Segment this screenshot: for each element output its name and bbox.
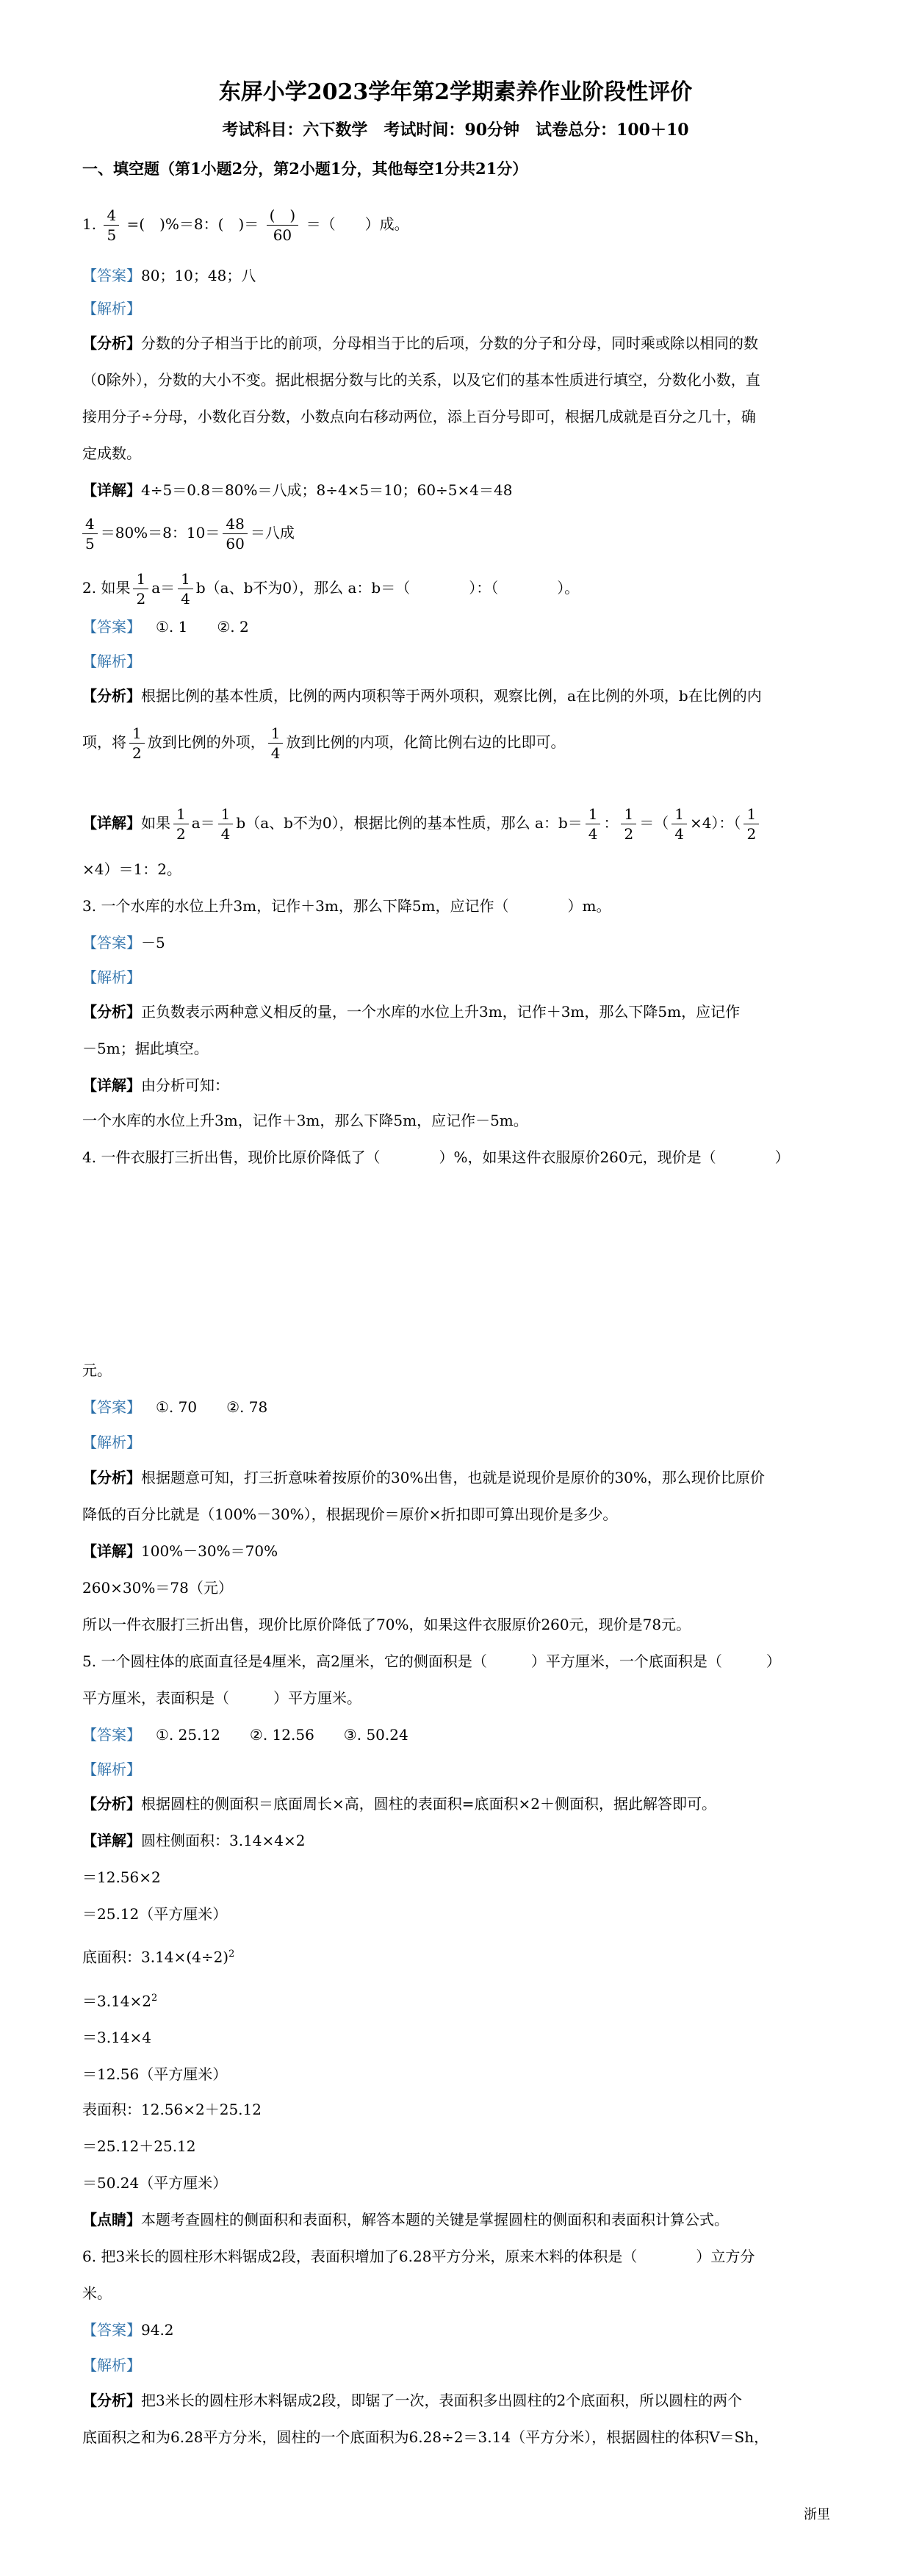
- detail-line: ×4）＝1：2。: [82, 860, 181, 878]
- calc-line: $=3.14\times 2^2$: [82, 1992, 158, 2010]
- page-title: 东屏小学2023学年第2学期素养作业阶段性评价: [218, 79, 693, 105]
- detail-2: 【详解】如果 $\frac{1}{2}$ a＝ $\frac{1}{4}$ b（a、b不为0），根据比例的基本性质，那么 a：b＝ $\frac{1}{4}$ ： $\frac{1}{2}$ ＝（ $\frac{1}{4}$ ×4）：（ $\frac{1}{2}$: [82, 797, 832, 849]
- detail-1: 【详解】4÷5＝0.8＝80%＝八成；8÷4×5＝10；60÷5×4＝48: [82, 481, 513, 499]
- answer-1: 【答案】80；10；48；八: [82, 267, 256, 284]
- detail-line: 260×30%＝78（元）: [82, 1579, 233, 1597]
- analysis-line: （0除外），分数的大小不变。据此根据分数与比的关系，以及它们的基本性质进行填空，分数化小数，直: [82, 371, 760, 389]
- fraction: $\frac{( )}{60}$: [267, 206, 299, 245]
- answer-2: 【答案】 ①. 1 ②. 2: [82, 618, 249, 636]
- analysis-line: 底面积之和为6.28平方分米，圆柱的一个底面积为6.28÷2＝3.14（平方分米），根据圆柱的体积V＝Sh，: [82, 2428, 769, 2446]
- calc-line: ＝25.12＋25.12: [82, 2137, 196, 2155]
- analysis-line: 降低的百分比就是（100%－30%），根据现价＝原价×折扣即可算出现价是多少。: [82, 1505, 618, 1523]
- analysis-label: 【解析】: [82, 968, 141, 986]
- section-heading: 一、填空题（第1小题2分，第2小题1分，其他每空1分共21分）: [82, 159, 528, 178]
- analysis-line: －5m；据此填空。: [82, 1040, 209, 1057]
- calc-line: ＝50.24（平方厘米）: [82, 2174, 228, 2192]
- analysis-6: 【分析】把3米长的圆柱形木料锯成2段，即锯了一次，表面积多出圆柱的2个底面积，所以圆柱的两个: [82, 2392, 743, 2409]
- analysis-2: 【分析】根据比例的基本性质，比例的两内项积等于两外项积，观察比例，a在比例的外项，b在比例的内: [82, 687, 762, 705]
- detail-4: 【详解】100%－30%＝70%: [82, 1542, 278, 1560]
- calc-line: ＝12.56×2: [82, 1868, 161, 1886]
- analysis-label: 【解析】: [82, 1433, 141, 1451]
- analysis-label: 【解析】: [82, 652, 141, 670]
- analysis-label: 【解析】: [82, 300, 141, 317]
- page-footer: 浙里: [804, 2507, 830, 2522]
- calc-line: ＝12.56（平方厘米）: [82, 2065, 228, 2083]
- fraction: $\frac{4}{5}$: [104, 206, 119, 245]
- detail-equation: $\frac{4}{5}$ ＝80%＝8：10＝ $\frac{48}{60}$ ＝八成: [82, 507, 832, 558]
- analysis-line: 项，将 $\frac{1}{2}$ 放到比例的外项， $\frac{1}{4}$ 放到比例的内项，化简比例右边的比即可。: [82, 724, 566, 762]
- answer-4: 【答案】 ①. 70 ②. 78: [82, 1398, 268, 1416]
- question-number: 1.: [82, 215, 97, 233]
- question-4-end: 元。: [82, 1361, 112, 1379]
- question-3: 3. 一个水库的水位上升3m，记作＋3m，那么下降5m，应记作（ ）m。: [82, 897, 611, 915]
- analysis-1: 【分析】分数的分子相当于比的前项，分母相当于比的后项，分数的分子和分母，同时乘或除以相同的数: [82, 334, 758, 352]
- analysis-3: 【分析】正负数表示两种意义相反的量，一个水库的水位上升3m，记作＋3m，那么下降5m，应记作: [82, 1003, 741, 1021]
- calc-line: 表面积：12.56×2＋25.12: [82, 2101, 262, 2118]
- calc-line: ＝25.12（平方厘米）: [82, 1905, 228, 1923]
- question-6: 6. 把3米长的圆柱形木料锯成2段，表面积增加了6.28平方分米，原来木料的体积是（ ）立方分: [82, 2248, 755, 2265]
- detail-3: 【详解】由分析可知：: [82, 1076, 229, 1094]
- question-4: 4. 一件衣服打三折出售，现价比原价降低了（ ）%，如果这件衣服原价260元，现价是（ ）: [82, 1148, 790, 1166]
- detail-5: 【详解】圆柱侧面积：3.14×4×2: [82, 1832, 306, 1849]
- analysis-4: 【分析】根据题意可知，打三折意味着按原价的30%出售，也就是说现价是原价的30%，那么现价比原价: [82, 1469, 765, 1486]
- answer-6: 【答案】94.2: [82, 2321, 174, 2339]
- question-5-line: 平方厘米，表面积是（ ）平方厘米。: [82, 1689, 361, 1707]
- calc-line: ＝3.14×4: [82, 2029, 152, 2046]
- answer-5: 【答案】 ①. 25.12 ②. 12.56 ③. 50.24: [82, 1726, 408, 1744]
- calc-line: 底面积：$3.14\times(4\div 2)^2$: [82, 1948, 235, 1966]
- question-1: 1. $\frac{4}{5}$ =( )%＝8：( )＝ $\frac{( )}{60}$ ＝（ ）成。: [82, 206, 409, 244]
- analysis-line: 接用分子÷分母，小数化百分数，小数点向右移动两位，添上百分号即可，根据几成就是百分之几十，确: [82, 408, 756, 425]
- analysis-label: 【解析】: [82, 2356, 141, 2374]
- answer-3: 【答案】－5: [82, 934, 165, 951]
- dianjing-5: 【点睛】本题考查圆柱的侧面积和表面积，解答本题的关键是掌握圆柱的侧面积和表面积计算公式。: [82, 2211, 729, 2228]
- exam-info: 考试科目：六下数学 考试时间：90分钟 试卷总分：100＋10: [222, 120, 689, 140]
- analysis-label: 【解析】: [82, 1760, 141, 1778]
- question-6-line: 米。: [82, 2284, 112, 2302]
- analysis-line: 定成数。: [82, 445, 141, 462]
- detail-line: 所以一件衣服打三折出售，现价比原价降低了70%，如果这件衣服原价260元，现价是78元。: [82, 1616, 691, 1633]
- question-2: 2. 如果 $\frac{1}{2}$ a＝ $\frac{1}{4}$ b（a、b不为0），那么 a：b＝（ ）：（ ）。: [82, 570, 580, 608]
- question-5: 5. 一个圆柱体的底面直径是4厘米，高2厘米，它的侧面积是（ ）平方厘米，一个底面积是（ ）: [82, 1652, 781, 1670]
- detail-line: 一个水库的水位上升3m，记作＋3m，那么下降5m，应记作－5m。: [82, 1112, 528, 1129]
- analysis-5: 【分析】根据圆柱的侧面积＝底面周长×高，圆柱的表面积=底面积×2＋侧面积，据此解答即可。: [82, 1795, 716, 1813]
